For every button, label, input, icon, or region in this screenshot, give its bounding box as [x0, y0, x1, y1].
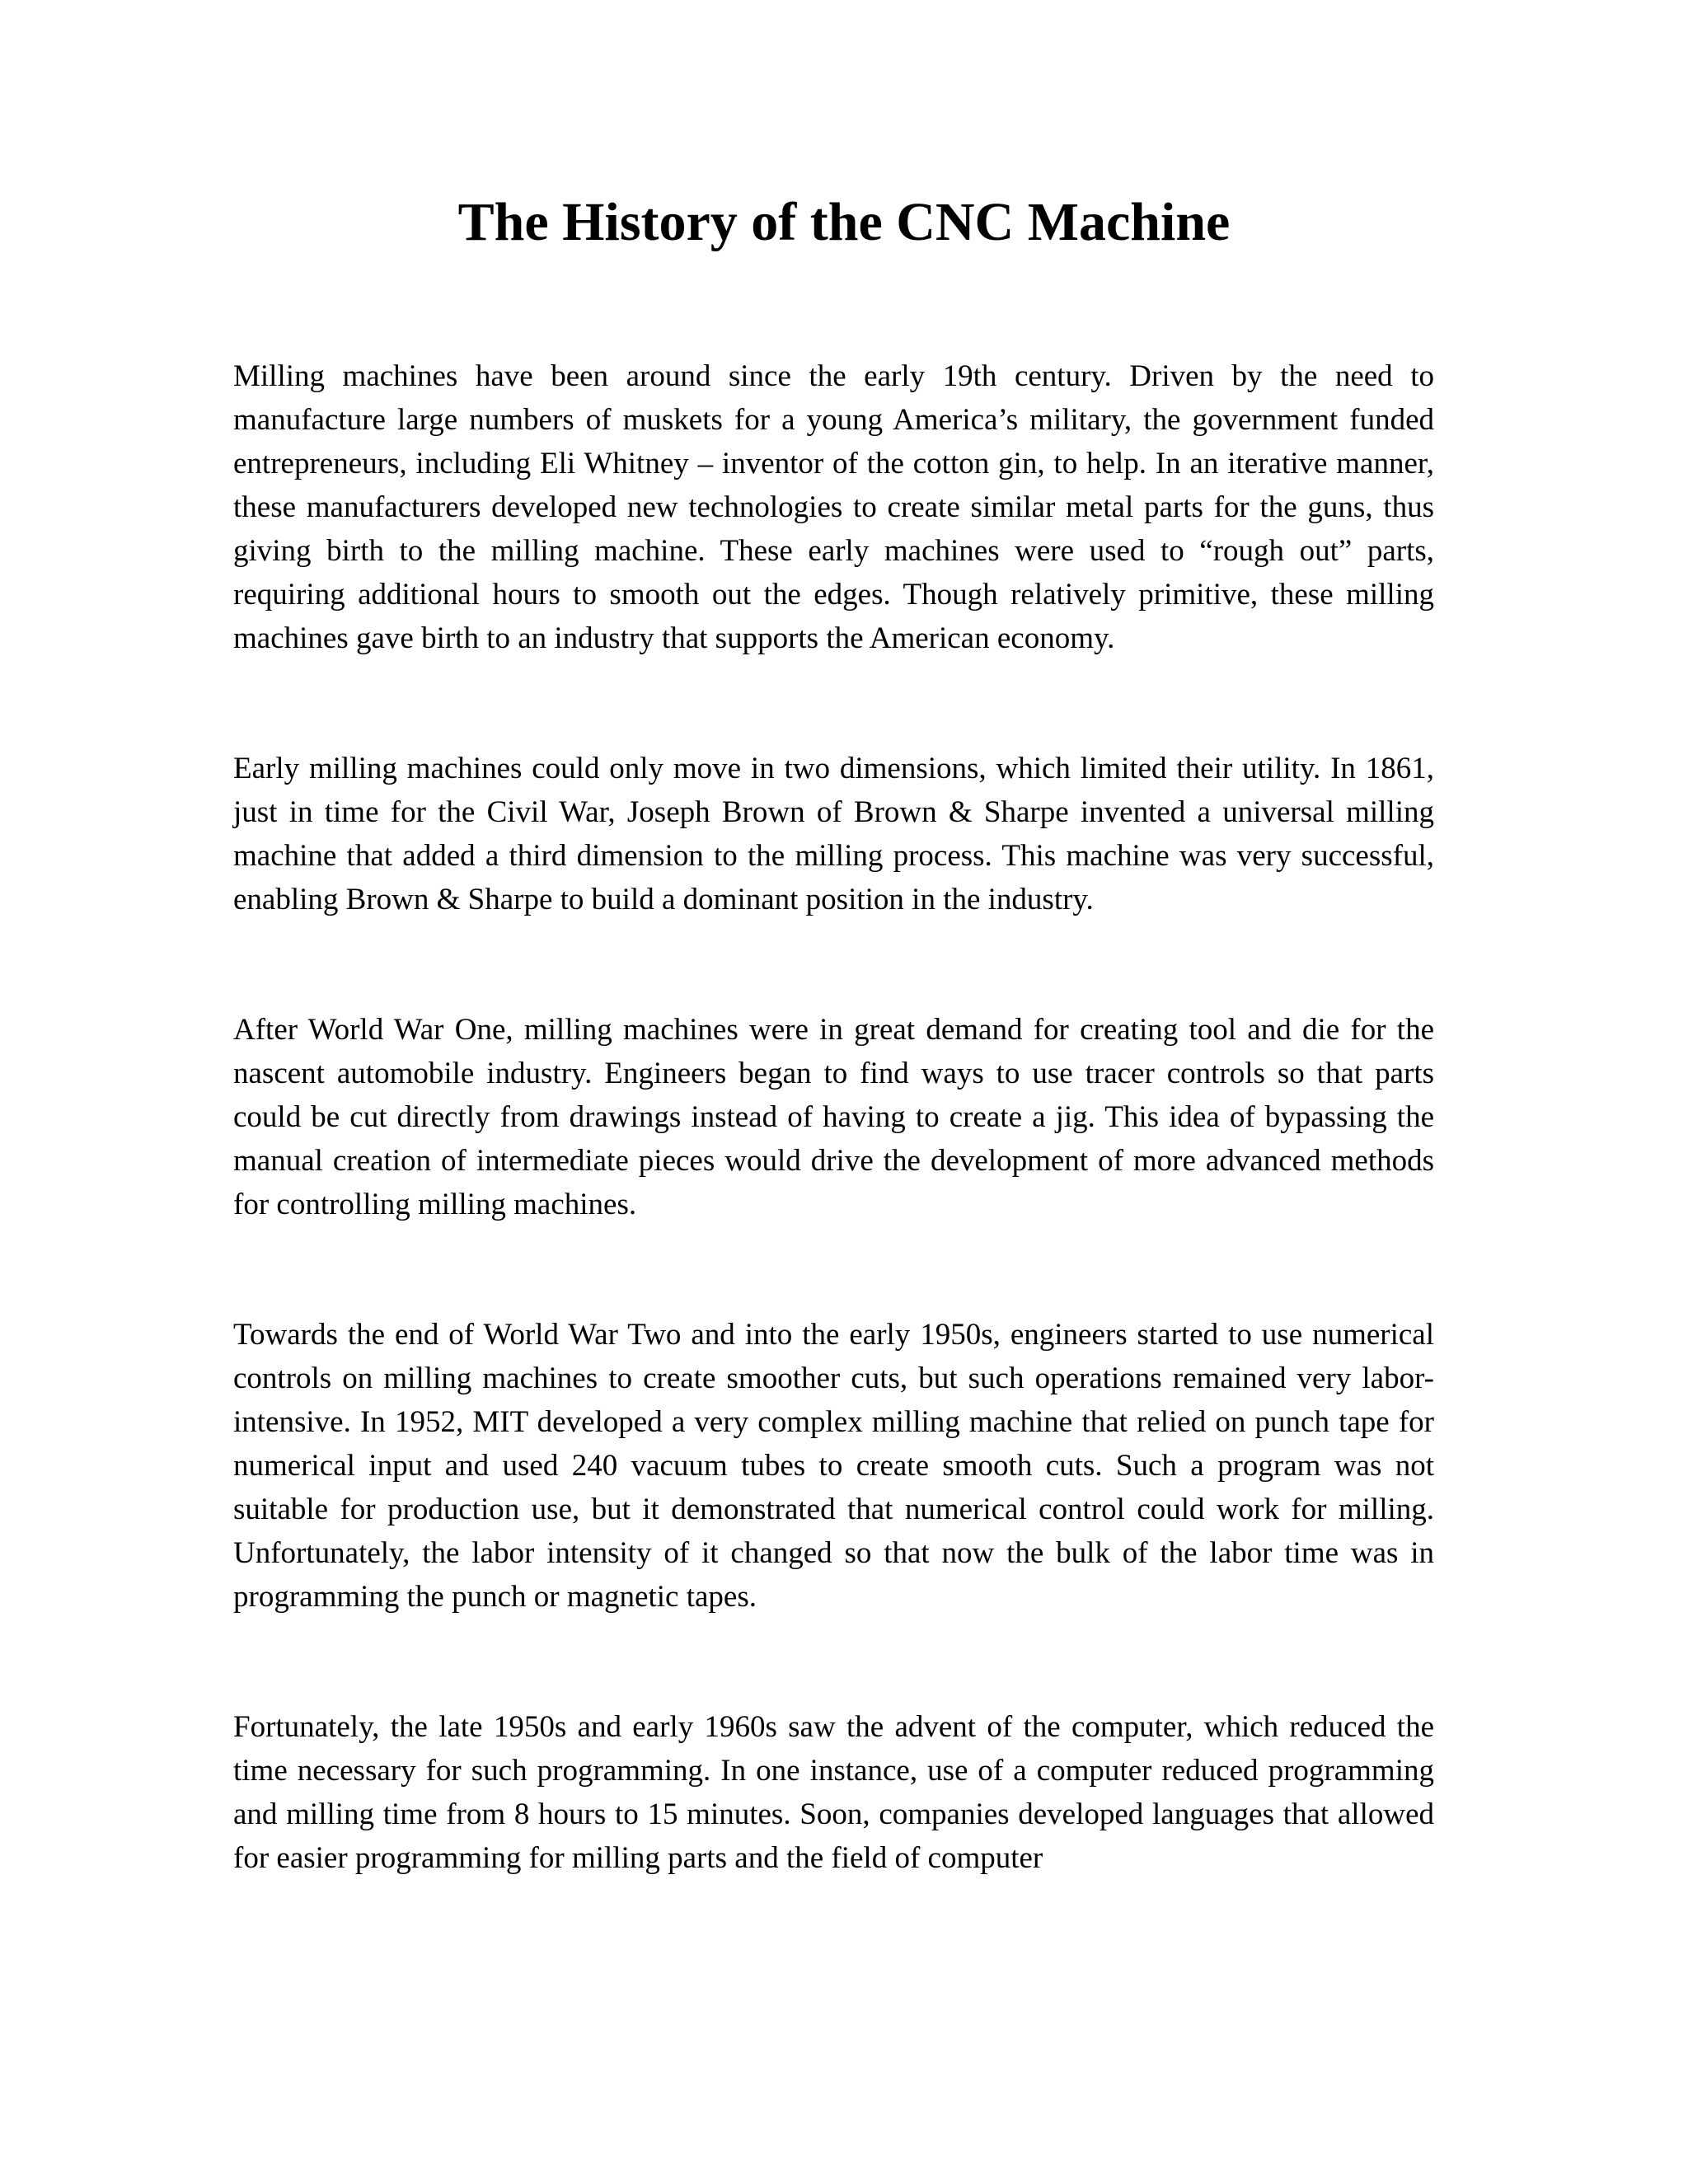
paragraph-post-ww1: After World War One, milling machines were in great demand for creating tool and die for the nascent automobile industry. Engineers began to find ways to use tracer controls so that parts could be cut directly from drawings instead of having to create a jig. This idea of bypassing the manual creation of intermediate pieces would drive the development of more advanced methods for controlling milling machines. [233, 1013, 1434, 1221]
paragraph-early-milling: Milling machines have been around since the early 19th century. Driven by the need to manufacture large numbers of muskets for a young America’s military, the government funded entrepreneurs, including Eli Whitney – inventor of the cotton gin, to help. In an iterative manner, these manufacturers developed new technologies to create similar metal parts for the guns, thus giving birth to the milling machine. These early machines were used to “rough out” parts, requiring additional hours to smooth out the edges. Though relatively primitive, these milling machines gave birth to an industry that supports the American economy. [233, 359, 1434, 655]
paragraph-universal-milling: Early milling machines could only move in two dimensions, which limited their utility. In 1861, just in time for the Civil War, Joseph Brown of Brown & Sharpe invented a universal milling machine that added a third dimension to the milling process. This machine was very successful, enabling Brown & Sharpe to build a dominant position in the industry. [233, 752, 1434, 916]
paragraph-numerical-control: Towards the end of World War Two and into the early 1950s, engineers started to use numerical controls on milling machines to create smoother cuts, but such operations remained very labor-intensive. In 1952, MIT developed a very complex milling machine that relied on punch tape for numerical input and used 240 vacuum tubes to create smooth cuts. Such a program was not suitable for production use, but it demonstrated that numerical control could work for milling. Unfortunately, the labor intensity of it changed so that now the bulk of the labor time was in programming the punch or magnetic tapes. [233, 1318, 1434, 1614]
paragraph-computer-advent: Fortunately, the late 1950s and early 1960s saw the advent of the computer, which reduced the time necessary for such programming. In one instance, use of a computer reduced programming and milling time from 8 hours to 15 minutes. Soon, companies developed languages that allowed for easier programming for milling parts and the field of computer [233, 1710, 1434, 1875]
page-title: The History of the CNC Machine [457, 192, 1231, 252]
document-body [233, 354, 1434, 1966]
